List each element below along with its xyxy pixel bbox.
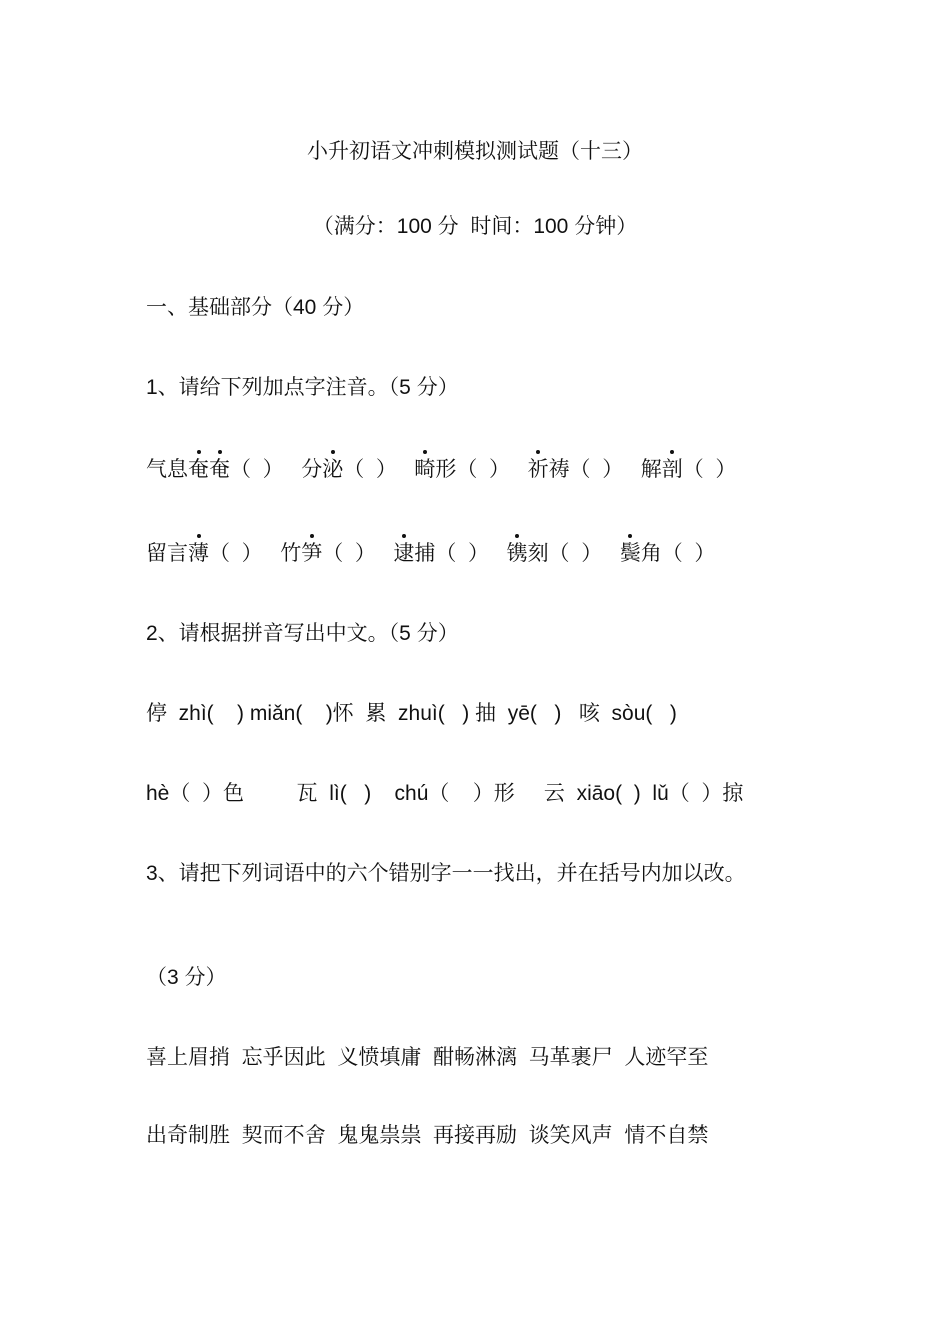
word-suffix: （ ） (230, 458, 302, 481)
question-3-line-1: 喜上眉捎 忘乎因此 义愤填庸 酣畅淋漓 马革裹尸 人迹罕至 (146, 1046, 709, 1069)
question-3-prompt: 3、请把下列词语中的六个错别字一一找出，并在括号内加以改。 (146, 862, 746, 885)
word-prefix: 气息 (146, 458, 188, 481)
question-2-line-1: 停 zhì( ) miǎn( )怀 累 zhuì( ) 抽 yē( ) 咳 sòu( ) (146, 702, 677, 725)
dotted-character: 笋 (301, 540, 322, 568)
dotted-character: 剖 (662, 456, 683, 484)
question-1-row-1 (146, 456, 736, 484)
question-1-prompt: 1、请给下列加点字注音。（5 分） (146, 376, 459, 399)
word-prefix: 解 (640, 458, 662, 481)
dotted-character: 奄 (209, 456, 230, 484)
dotted-character: 逮 (393, 540, 414, 568)
page-title: 小升初语文冲刺模拟测试题（十三） (307, 140, 643, 163)
word-suffix: 刻（ ） (527, 542, 620, 565)
dotted-character: 薄 (188, 540, 209, 568)
dotted-character: 祈 (528, 456, 549, 484)
word-prefix: 竹 (280, 542, 302, 565)
section-heading: 一、基础部分（40 分） (146, 296, 365, 319)
dotted-character: 镌 (507, 540, 528, 568)
question-2-line-2: hè（ ）色 瓦 lì( ) chú（ ）形 云 xiāo( ) lǔ（ ）掠 (146, 782, 744, 805)
word-suffix: （ ） (682, 458, 737, 481)
word-suffix: 角（ ） (640, 542, 716, 565)
word-suffix: （ ） (209, 542, 281, 565)
word-suffix: 形（ ） (435, 458, 528, 481)
question-2-prompt: 2、请根据拼音写出中文。（5 分） (146, 622, 459, 645)
question-3-line-2: 出奇制胜 契而不舍 鬼鬼祟祟 再接再励 谈笑风声 情不自禁 (146, 1124, 709, 1147)
dotted-character: 奄 (188, 456, 209, 484)
word-suffix: （ ） (322, 542, 394, 565)
question-3-points: （3 分） (146, 966, 227, 989)
word-suffix: （ ） (343, 458, 415, 481)
page-subtitle: （满分：100 分 时间：100 分钟） (312, 215, 638, 238)
dotted-character: 泌 (322, 456, 343, 484)
question-1-row-2 (146, 540, 715, 568)
word-prefix: 分 (301, 458, 323, 481)
word-suffix: 祷（ ） (548, 458, 641, 481)
dotted-character: 鬓 (620, 540, 641, 568)
word-prefix: 留言 (146, 542, 188, 565)
dotted-character: 畸 (414, 456, 435, 484)
word-suffix: 捕（ ） (414, 542, 507, 565)
